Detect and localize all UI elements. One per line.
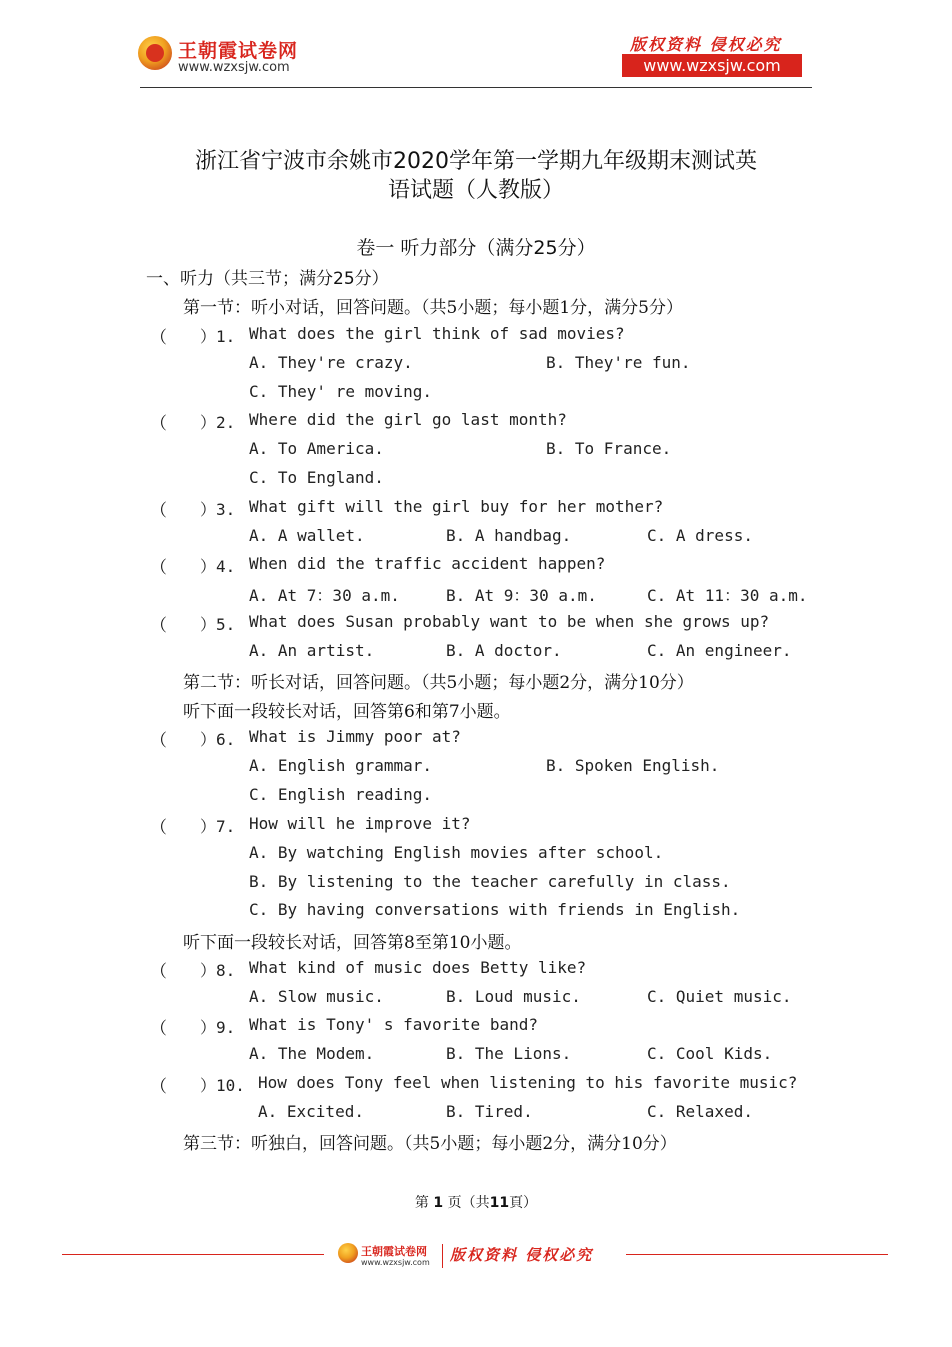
q5-option-a: A. An artist. [249, 641, 375, 660]
q4-option-c: C. At 11：30 a.m. [647, 586, 808, 605]
question-6: What is Jimmy poor at? [249, 727, 461, 746]
answer-paren-2: （ [150, 414, 167, 434]
question-number-10: ）10. [200, 1076, 245, 1095]
footer-logo-icon [338, 1243, 358, 1263]
page-total: 11 [489, 1195, 510, 1211]
site-logo-icon [138, 36, 172, 70]
section2-note-1: 听下面一段较长对话，回答第6和第7小题。 [183, 702, 511, 722]
question-number-3: ）3. [200, 500, 236, 519]
question-9: What is Tony' s favorite band? [249, 1015, 538, 1034]
question-4: When did the traffic accident happen? [249, 554, 606, 573]
q9-option-b: B. The Lions. [446, 1044, 572, 1063]
page-suffix: 頁） [509, 1195, 538, 1211]
q6-option-a: A. English grammar. [249, 756, 433, 775]
exam-title-line2: 语试题（人教版） [387, 178, 564, 203]
section3-instruction: 第三节：听独白，回答问题。（共5小题；每小题2分，满分10分） [183, 1134, 677, 1154]
q6-option-b: B. Spoken English. [546, 756, 720, 775]
q10-option-a: A. Excited. [258, 1102, 364, 1121]
answer-paren-5: （ [150, 616, 167, 636]
section2-note-2: 听下面一段较长对话，回答第8至第10小题。 [183, 933, 522, 953]
q2-option-a: A. To America. [249, 439, 384, 458]
question-8: What kind of music does Betty like? [249, 958, 587, 977]
q7-option-a: A. By watching English movies after school. [249, 843, 664, 862]
q9-option-a: A. The Modem. [249, 1044, 375, 1063]
q5-option-c: C. An engineer. [647, 641, 792, 660]
footer-logo-name: 王朝霞试卷网 [361, 1245, 427, 1258]
q7-option-b: B. By listening to the teacher carefully in class. [249, 872, 731, 891]
site-logo-url: www.wzxsjw.com [178, 60, 290, 75]
q2-option-c: C. To England. [249, 468, 384, 487]
part-heading: 一、听力（共三节；满分25分） [146, 269, 389, 289]
section1-instruction: 第一节：听小对话，回答问题。（共5小题；每小题1分，满分5分） [183, 298, 683, 318]
answer-paren-4: （ [150, 558, 167, 578]
question-number-9: ）9. [200, 1018, 236, 1037]
q1-option-b: B. They're fun. [546, 353, 691, 372]
q5-option-b: B. A doctor. [446, 641, 562, 660]
footer-line-left [62, 1254, 324, 1255]
question-5: What does Susan probably want to be when she grows up? [249, 612, 770, 631]
footer-line-right [626, 1254, 888, 1255]
q6-option-c: C. English reading. [249, 785, 433, 804]
question-1: What does the girl think of sad movies? [249, 324, 625, 343]
q8-option-a: A. Slow music. [249, 987, 384, 1006]
page-number [0, 1192, 952, 1212]
question-number-4: ）4. [200, 557, 236, 576]
q8-option-b: B. Loud music. [446, 987, 581, 1006]
answer-paren-3: （ [150, 501, 167, 521]
question-number-8: ）8. [200, 961, 236, 980]
footer-logo-url: www.wzxsjw.com [361, 1258, 430, 1267]
section2-instruction: 第二节：听长对话，回答问题。（共5小题；每小题2分，满分10分） [183, 673, 694, 693]
question-number-1: ）1. [200, 327, 236, 346]
q8-option-c: C. Quiet music. [647, 987, 792, 1006]
q4-option-a: A. At 7：30 a.m. [249, 586, 400, 605]
question-7: How will he improve it? [249, 814, 471, 833]
answer-paren-1: （ [150, 328, 167, 348]
q10-option-c: C. Relaxed. [647, 1102, 753, 1121]
section-heading: 卷一 听力部分（满分25分） [356, 237, 596, 259]
exam-title-line1: 浙江省宁波市余姚市2020学年第一学期九年级期末测试英 [195, 149, 757, 174]
header-divider [140, 87, 812, 88]
page-current: 1 [433, 1195, 444, 1211]
question-3: What gift will the girl buy for her mother? [249, 497, 664, 516]
header-slogan: 版权资料 侵权必究 [630, 35, 782, 54]
footer-separator [442, 1244, 443, 1268]
header-site-url: www.wzxsjw.com [622, 54, 802, 77]
question-number-6: ）6. [200, 730, 236, 749]
question-number-2: ）2. [200, 413, 236, 432]
question-10: How does Tony feel when listening to his favorite music? [258, 1073, 798, 1092]
q2-option-b: B. To France. [546, 439, 672, 458]
q7-option-c: C. By having conversations with friends in English. [249, 900, 741, 919]
question-2: Where did the girl go last month? [249, 410, 567, 429]
q4-option-b: B. At 9：30 a.m. [446, 586, 597, 605]
answer-paren-9: （ [150, 1019, 167, 1039]
answer-paren-10: （ [150, 1077, 167, 1097]
q9-option-c: C. Cool Kids. [647, 1044, 773, 1063]
q3-option-b: B. A handbag. [446, 526, 572, 545]
answer-paren-8: （ [150, 962, 167, 982]
page-mid: 页（共 [447, 1195, 490, 1211]
site-logo-name: 王朝霞试卷网 [178, 40, 299, 62]
question-number-7: ）7. [200, 817, 236, 836]
q3-option-a: A. A wallet. [249, 526, 365, 545]
footer-slogan: 版权资料 侵权必究 [450, 1246, 594, 1264]
q1-option-c: C. They' re moving. [249, 382, 433, 401]
question-number-5: ）5. [200, 615, 236, 634]
answer-paren-7: （ [150, 818, 167, 838]
answer-paren-6: （ [150, 731, 167, 751]
q3-option-c: C. A dress. [647, 526, 753, 545]
q10-option-b: B. Tired. [446, 1102, 533, 1121]
q1-option-a: A. They're crazy. [249, 353, 413, 372]
page-prefix: 第 [414, 1195, 429, 1211]
